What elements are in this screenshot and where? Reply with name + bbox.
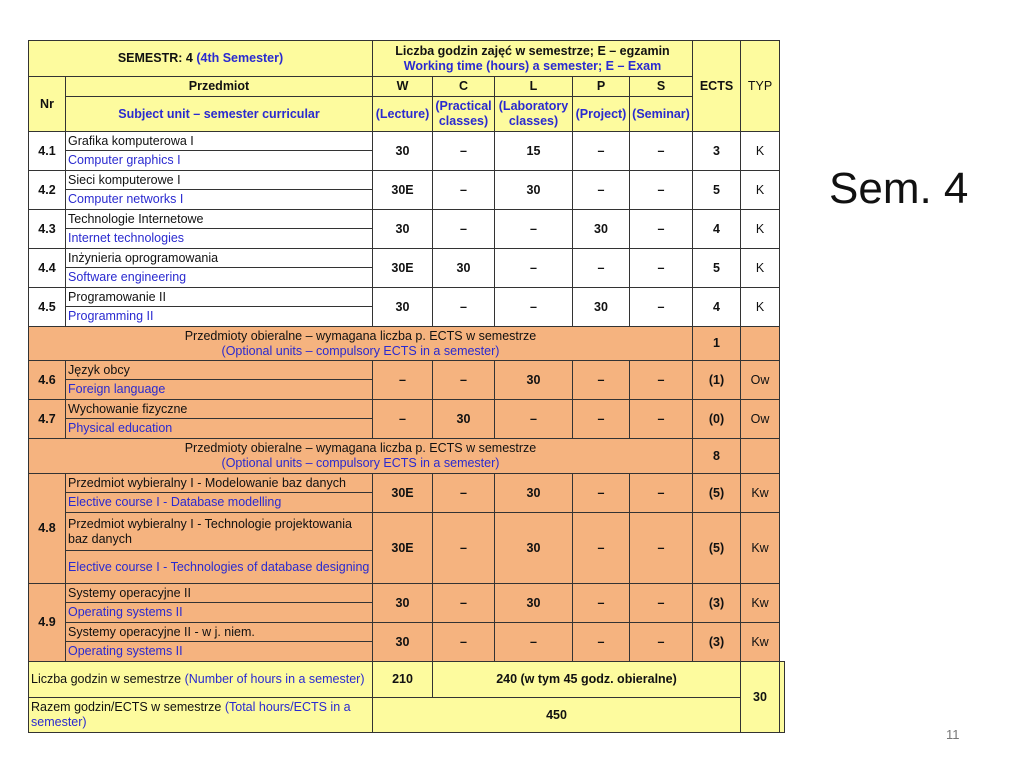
typ-header: TYP — [741, 41, 780, 132]
hours-s: – — [630, 584, 693, 623]
hours-l: – — [495, 288, 573, 327]
hours-w: 30 — [373, 623, 433, 662]
hours-l: 30 — [495, 584, 573, 623]
course-row — [29, 210, 785, 249]
course-name-en: Physical education — [68, 421, 173, 435]
grand-total-label — [29, 698, 373, 733]
optional-units-row — [29, 327, 785, 361]
course-row — [29, 132, 785, 171]
course-name-pl: Systemy operacyjne II - w j. niem. — [66, 623, 372, 642]
course-subject — [66, 249, 373, 288]
optional-units-label — [29, 439, 693, 474]
page-number: 11 — [946, 727, 960, 742]
hours-c: 30 — [433, 400, 495, 439]
course-row — [29, 474, 785, 513]
course-ects: 4 — [693, 210, 741, 249]
course-name-pl: Język obcy — [66, 361, 372, 380]
optional-units-pl: Przedmioty obieralne – wymagana liczba p. ECTS w semestrze — [184, 441, 537, 455]
grand-total-row — [29, 698, 785, 733]
hours-l: 15 — [495, 132, 573, 171]
course-ects: 5 — [693, 249, 741, 288]
course-ects: (5) — [693, 474, 741, 513]
course-row — [29, 584, 785, 623]
course-nr: 4.3 — [29, 210, 66, 249]
course-name-en: Operating systems II — [68, 644, 183, 658]
grand-total-pl: Razem godzin/ECTS w semestrze — [31, 700, 222, 714]
semester-en: (4th Semester) — [196, 51, 284, 65]
semester-heading — [29, 41, 373, 77]
course-typ: Kw — [741, 513, 780, 584]
course-typ: K — [741, 288, 780, 327]
col-s: S — [630, 77, 693, 97]
course-typ: K — [741, 132, 780, 171]
hours-p: – — [573, 171, 630, 210]
hours-w: 30E — [373, 249, 433, 288]
course-name-en: Elective course I - Technologies of database designing — [68, 559, 370, 574]
optional-units-pl: Przedmioty obieralne – wymagana liczba p. ECTS w semestrze — [184, 328, 537, 343]
hours-s: – — [630, 171, 693, 210]
course-nr: 4.5 — [29, 288, 66, 327]
col-l: L — [495, 77, 573, 97]
nr-header: Nr — [29, 77, 66, 132]
hours-w: 30E — [373, 171, 433, 210]
course-name-pl: Grafika komputerowa I — [66, 132, 372, 151]
course-nr: 4.4 — [29, 249, 66, 288]
course-nr: 4.8 — [29, 474, 66, 584]
hours-w: 30 — [373, 584, 433, 623]
hours-l: – — [495, 623, 573, 662]
course-name-en: Internet technologies — [68, 231, 185, 245]
curriculum-table — [28, 40, 785, 733]
hours-s: – — [630, 623, 693, 662]
subject-header-en: Subject unit – semester curricular — [66, 97, 373, 132]
course-ects: (3) — [693, 623, 741, 662]
hours-c: – — [433, 361, 495, 400]
hours-l: 30 — [495, 171, 573, 210]
course-row — [29, 623, 785, 662]
hours-w: 30 — [373, 210, 433, 249]
hours-w: 30 — [373, 132, 433, 171]
col-l-en: (Laboratory classes) — [495, 97, 573, 132]
course-subject — [66, 210, 373, 249]
course-subject — [66, 288, 373, 327]
ects-required: 1 — [693, 327, 741, 361]
course-nr: 4.1 — [29, 132, 66, 171]
course-nr: 4.6 — [29, 361, 66, 400]
hours-s: – — [630, 288, 693, 327]
course-name-pl: Wychowanie fizyczne — [66, 400, 372, 419]
course-ects: (0) — [693, 400, 741, 439]
course-row — [29, 400, 785, 439]
course-name-pl: Inżynieria oprogramowania — [66, 249, 372, 268]
hours-total-row — [29, 662, 785, 698]
hours-c: 30 — [433, 249, 495, 288]
course-typ: Ow — [741, 361, 780, 400]
hours-p: 30 — [573, 210, 630, 249]
hours-s: – — [630, 361, 693, 400]
hours-w: – — [373, 361, 433, 400]
course-row — [29, 361, 785, 400]
header-row-2 — [29, 77, 785, 97]
course-name-pl: Systemy operacyjne II — [66, 584, 372, 603]
hours-l: – — [495, 400, 573, 439]
hours-l: 30 — [495, 513, 573, 584]
typ-cell — [741, 439, 780, 474]
course-ects: (3) — [693, 584, 741, 623]
optional-units-row — [29, 439, 785, 474]
hours-c: – — [433, 584, 495, 623]
course-name-pl: Przedmiot wybieralny I - Technologie projektowania baz danych — [66, 513, 372, 551]
header-row-1 — [29, 41, 785, 77]
hours-s: – — [630, 474, 693, 513]
hours-c: – — [433, 210, 495, 249]
hours-pl: Liczba godzin zajęć w semestrze; E – egzamin — [395, 43, 670, 58]
course-subject — [66, 474, 373, 513]
hours-total-en: (Number of hours in a semester) — [184, 672, 365, 686]
col-p: P — [573, 77, 630, 97]
course-typ: Kw — [741, 584, 780, 623]
course-name-pl: Przedmiot wybieralny I - Modelowanie baz danych — [66, 474, 372, 493]
col-p-en: (Project) — [573, 97, 630, 132]
hours-s: – — [630, 249, 693, 288]
course-name-pl: Programowanie II — [66, 288, 372, 307]
hours-s: – — [630, 132, 693, 171]
hours-p: – — [573, 474, 630, 513]
hours-total-pl: Liczba godzin w semestrze — [31, 672, 182, 686]
hours-p: – — [573, 249, 630, 288]
lecture-hours-total: 210 — [373, 662, 433, 698]
course-typ: Kw — [741, 474, 780, 513]
course-typ: K — [741, 210, 780, 249]
hours-w: 30E — [373, 513, 433, 584]
course-name-pl: Technologie Internetowe — [66, 210, 372, 229]
hours-p: – — [573, 132, 630, 171]
course-subject — [66, 400, 373, 439]
course-ects: (1) — [693, 361, 741, 400]
semester-pl: SEMESTR: 4 — [117, 51, 193, 65]
hours-s: – — [630, 210, 693, 249]
grand-total-hours: 450 — [373, 698, 741, 733]
course-name-en: Computer networks I — [68, 192, 184, 206]
col-w: W — [373, 77, 433, 97]
course-nr: 4.2 — [29, 171, 66, 210]
course-subject — [66, 584, 373, 623]
hours-c: – — [433, 474, 495, 513]
header-row-3 — [29, 97, 785, 132]
course-subject — [66, 623, 373, 662]
optional-units-en: (Optional units – compulsory ECTS in a semester) — [221, 456, 500, 470]
course-row — [29, 513, 785, 584]
hours-c: – — [433, 132, 495, 171]
course-name-pl: Sieci komputerowe I — [66, 171, 372, 190]
hours-w: 30 — [373, 288, 433, 327]
slide-title: Sem. 4 — [829, 164, 969, 213]
col-w-en: (Lecture) — [373, 97, 433, 132]
typ-cell — [741, 327, 780, 361]
course-ects: 5 — [693, 171, 741, 210]
hours-w: – — [373, 400, 433, 439]
course-ects: 3 — [693, 132, 741, 171]
hours-p: – — [573, 584, 630, 623]
course-typ: K — [741, 171, 780, 210]
hours-p: – — [573, 623, 630, 662]
ects-required: 8 — [693, 439, 741, 474]
course-ects: (5) — [693, 513, 741, 584]
optional-units-en: (Optional units – compulsory ECTS in a semester) — [221, 343, 500, 358]
course-subject — [66, 132, 373, 171]
other-hours-total: 240 (w tym 45 godz. obieralne) — [433, 662, 741, 698]
course-ects: 4 — [693, 288, 741, 327]
hours-en: Working time (hours) a semester; E – Exam — [403, 58, 662, 73]
course-name-en: Computer graphics I — [68, 153, 181, 167]
course-row — [29, 288, 785, 327]
course-typ: K — [741, 249, 780, 288]
course-subject — [66, 361, 373, 400]
grand-total-en: (Total hours/ECTS in a semester) — [31, 700, 351, 729]
ects-total: 30 — [741, 662, 780, 733]
hours-p: 30 — [573, 288, 630, 327]
ects-header: ECTS — [693, 41, 741, 132]
course-name-en: Operating systems II — [68, 605, 183, 619]
hours-l: 30 — [495, 361, 573, 400]
course-name-en: Foreign language — [68, 382, 166, 396]
hours-w: 30E — [373, 474, 433, 513]
col-s-en: (Seminar) — [630, 97, 693, 132]
hours-total-label — [29, 662, 373, 698]
course-row — [29, 249, 785, 288]
course-subject — [66, 171, 373, 210]
hours-l: – — [495, 210, 573, 249]
hours-c: – — [433, 623, 495, 662]
course-subject — [66, 513, 373, 584]
hours-p: – — [573, 361, 630, 400]
course-nr: 4.7 — [29, 400, 66, 439]
hours-s: – — [630, 513, 693, 584]
course-nr: 4.9 — [29, 584, 66, 662]
hours-p: – — [573, 513, 630, 584]
hours-c: – — [433, 171, 495, 210]
hours-p: – — [573, 400, 630, 439]
hours-c: – — [433, 513, 495, 584]
typ-total — [780, 662, 785, 733]
col-c: C — [433, 77, 495, 97]
course-name-en: Programming II — [68, 309, 154, 323]
hours-c: – — [433, 288, 495, 327]
course-row — [29, 171, 785, 210]
col-c-en: (Practical classes) — [433, 97, 495, 132]
course-name-en: Elective course I - Database modelling — [68, 495, 282, 509]
optional-units-label — [29, 327, 693, 361]
subject-header-pl: Przedmiot — [66, 77, 373, 97]
hours-l: 30 — [495, 474, 573, 513]
course-typ: Kw — [741, 623, 780, 662]
course-typ: Ow — [741, 400, 780, 439]
hours-s: – — [630, 400, 693, 439]
hours-heading — [373, 41, 693, 77]
course-name-en: Software engineering — [68, 270, 187, 284]
hours-l: – — [495, 249, 573, 288]
